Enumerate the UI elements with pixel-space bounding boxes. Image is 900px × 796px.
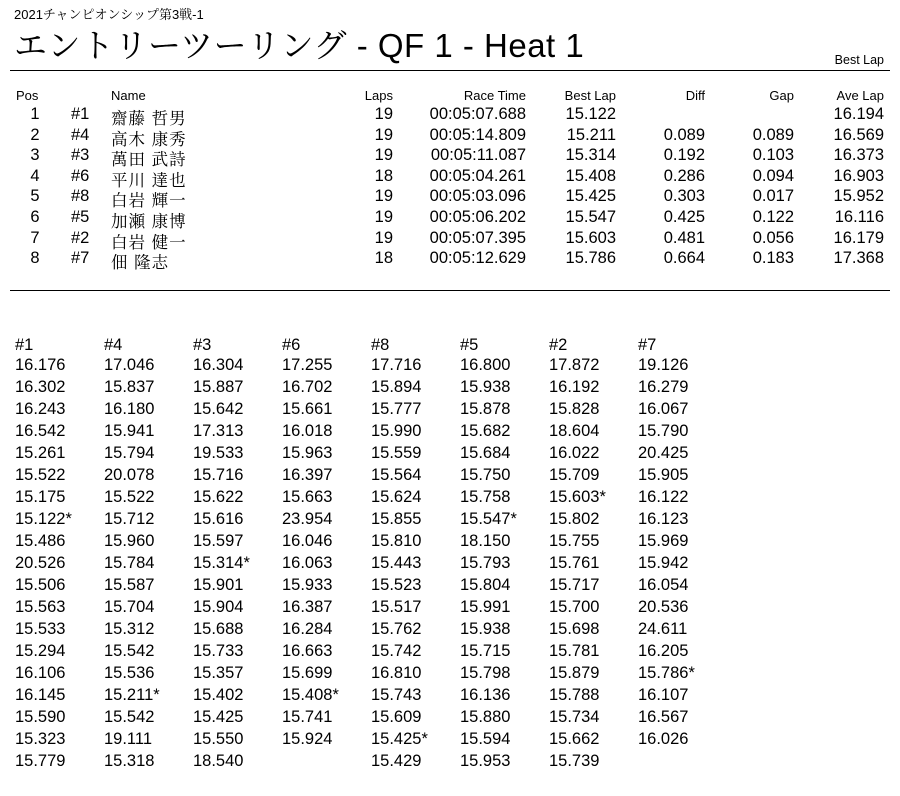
lap-time: 15.837 (104, 378, 155, 396)
result-name: 高木 康秀 (111, 130, 187, 149)
lap-time: 15.786* (638, 664, 695, 682)
lap-time: 16.106 (15, 664, 66, 682)
col-laps-header: Laps (364, 88, 393, 103)
lap-time: 15.688 (193, 620, 244, 638)
page-title: エントリーツーリング - QF 1 - Heat 1 (14, 27, 585, 64)
result-best-lap: 15.122 (565, 105, 616, 123)
result-ave-lap: 16.373 (833, 146, 884, 165)
lap-time: 15.781 (549, 642, 600, 660)
lap-time: 15.953 (460, 752, 511, 770)
lap-time: 15.684 (460, 444, 511, 462)
lap-time: 15.486 (15, 532, 66, 550)
lap-time: 19.126 (638, 356, 689, 374)
lap-column (638, 336, 724, 752)
lap-time: 15.717 (549, 576, 600, 594)
result-pos: 3 (30, 146, 40, 165)
lap-time: 15.894 (371, 378, 422, 396)
result-name: 平川 達也 (111, 171, 187, 190)
lap-time: 16.205 (638, 642, 689, 660)
lap-time: 15.762 (371, 620, 422, 638)
lap-time: 15.716 (193, 466, 244, 484)
result-name: 齋藤 哲男 (111, 110, 187, 128)
series-label: 2021チャンピオンシップ第3戦-1 (14, 7, 204, 22)
lap-time: 15.122* (15, 510, 72, 528)
lap-time: 15.698 (549, 620, 600, 638)
lap-time: 16.243 (15, 400, 66, 418)
result-number: #5 (71, 207, 90, 226)
col-gap-header: Gap (769, 88, 794, 103)
lap-time: 15.597 (193, 532, 244, 550)
col-diff-header: Diff (685, 88, 705, 103)
lap-time: 15.734 (549, 708, 600, 726)
lap-time: 20.526 (15, 554, 66, 572)
lap-time: 15.318 (104, 752, 155, 770)
result-number: #6 (71, 166, 90, 185)
lap-time: 15.733 (193, 642, 244, 660)
result-number: #3 (71, 146, 90, 165)
result-race-time: 00:05:14.809 (429, 125, 526, 144)
lap-column-header: #4 (104, 336, 123, 354)
result-number: #2 (71, 228, 90, 247)
result-diff: 0.303 (663, 187, 705, 206)
lap-time: 15.704 (104, 598, 155, 616)
result-row (0, 187, 900, 211)
result-diff: 0.089 (663, 125, 705, 144)
result-pos: 2 (30, 125, 40, 144)
result-best-lap: 15.425 (565, 187, 616, 206)
lap-time: 15.699 (282, 664, 333, 682)
lap-time: 15.533 (15, 620, 66, 638)
result-name: 白岩 輝一 (111, 192, 187, 211)
result-race-time: 00:05:04.261 (429, 166, 526, 185)
result-laps: 19 (374, 105, 393, 123)
result-diff: 0.192 (663, 146, 705, 165)
lap-time: 15.741 (282, 708, 333, 726)
lap-time: 15.594 (460, 730, 511, 748)
lap-column-header: #2 (549, 336, 568, 354)
lap-time: 15.429 (371, 752, 422, 770)
lap-column (104, 336, 190, 774)
result-best-lap: 15.211 (566, 125, 616, 144)
result-race-time: 00:05:11.087 (430, 146, 526, 165)
result-laps: 19 (374, 207, 393, 226)
lap-time: 15.542 (104, 642, 155, 660)
lap-time: 15.642 (193, 400, 244, 418)
best-lap-header: Best Lap (834, 53, 884, 67)
lap-column-header: #1 (15, 336, 34, 354)
lap-time: 16.176 (15, 356, 66, 374)
lap-column (193, 336, 279, 774)
lap-time: 15.408* (282, 686, 339, 704)
lap-time: 16.026 (638, 730, 689, 748)
lap-time: 19.111 (104, 730, 153, 748)
lap-time: 16.284 (282, 620, 333, 638)
results-header-row (0, 88, 900, 105)
lap-time: 15.924 (282, 730, 333, 748)
lap-time: 17.313 (193, 422, 244, 440)
result-race-time: 00:05:12.629 (429, 249, 526, 268)
lap-time: 15.788 (549, 686, 600, 704)
result-number: #7 (71, 249, 90, 268)
lap-column (549, 336, 635, 774)
lap-time: 15.522 (104, 488, 155, 506)
lap-column-header: #6 (282, 336, 301, 354)
result-laps: 19 (374, 125, 393, 144)
lap-time: 15.547* (460, 510, 517, 528)
result-ave-lap: 16.194 (833, 105, 884, 123)
result-ave-lap: 15.952 (833, 187, 884, 206)
lap-time: 15.402 (193, 686, 244, 704)
result-pos: 6 (30, 207, 40, 226)
lap-time: 15.314* (193, 554, 250, 572)
col-pos-header: Pos (16, 88, 39, 103)
lap-time: 17.872 (549, 356, 600, 374)
lap-time: 15.616 (193, 510, 244, 528)
result-row (0, 249, 900, 273)
result-gap: 0.183 (752, 249, 794, 268)
lap-time: 15.587 (104, 576, 155, 594)
lap-time: 15.990 (371, 422, 422, 440)
result-gap: 0.017 (752, 187, 794, 206)
lap-time: 15.802 (549, 510, 600, 528)
result-best-lap: 15.547 (565, 207, 616, 226)
lap-time: 15.942 (638, 554, 689, 572)
lap-time: 15.175 (15, 488, 66, 506)
lap-time: 15.559 (371, 444, 422, 462)
lap-time: 15.294 (15, 642, 66, 660)
result-ave-lap: 16.179 (833, 228, 884, 247)
lap-time: 15.542 (104, 708, 155, 726)
lap-time: 15.941 (104, 422, 155, 440)
lap-time: 15.357 (193, 664, 244, 682)
lap-time: 16.022 (549, 444, 600, 462)
lap-time: 15.938 (460, 378, 511, 396)
result-gap: 0.122 (752, 207, 794, 226)
lap-column-header: #7 (638, 336, 657, 354)
lap-time: 15.743 (371, 686, 422, 704)
result-best-lap: 15.408 (565, 166, 616, 185)
lap-time: 16.145 (15, 686, 66, 704)
lap-time: 15.739 (549, 752, 600, 770)
lap-time: 16.663 (282, 642, 333, 660)
lap-time: 15.960 (104, 532, 155, 550)
lap-time: 15.590 (15, 708, 66, 726)
lap-time: 15.517 (371, 598, 422, 616)
result-name: 萬田 武詩 (111, 151, 187, 170)
result-row (0, 208, 900, 229)
lap-time: 17.716 (371, 356, 422, 374)
result-laps: 18 (374, 166, 393, 185)
result-pos: 5 (30, 187, 40, 206)
result-race-time: 00:05:03.096 (429, 187, 526, 206)
result-diff: 0.286 (663, 166, 705, 185)
result-row (0, 146, 900, 170)
lap-time: 15.550 (193, 730, 244, 748)
lap-time: 16.180 (104, 400, 155, 418)
lap-time: 15.522 (15, 466, 66, 484)
lap-time: 15.777 (371, 400, 422, 418)
lap-time: 15.798 (460, 664, 511, 682)
lap-time: 15.443 (371, 554, 422, 572)
lap-time: 15.523 (371, 576, 422, 594)
lap-time: 15.879 (549, 664, 600, 682)
top-divider (10, 70, 890, 71)
lap-time: 15.261 (15, 444, 66, 462)
lap-time: 17.255 (282, 356, 333, 374)
result-row (0, 229, 900, 250)
result-pos: 4 (30, 166, 40, 185)
lap-time: 15.506 (15, 576, 66, 594)
lap-time: 16.054 (638, 576, 689, 594)
result-number: #8 (71, 187, 90, 206)
lap-time: 20.078 (104, 466, 155, 484)
result-name: 佃 隆志 (111, 254, 170, 273)
lap-column (460, 336, 546, 774)
lap-time: 15.755 (549, 532, 600, 550)
result-pos: 7 (30, 228, 40, 247)
lap-time: 15.793 (460, 554, 511, 572)
lap-time: 16.397 (282, 466, 333, 484)
lap-time: 16.542 (15, 422, 66, 440)
lap-time: 15.779 (15, 752, 66, 770)
lap-time: 16.302 (15, 378, 66, 396)
lap-time: 18.150 (460, 532, 511, 550)
lap-time: 16.046 (282, 532, 333, 550)
lap-time: 16.279 (638, 378, 689, 396)
lap-time: 24.611 (638, 620, 688, 638)
lap-time: 16.018 (282, 422, 333, 440)
result-best-lap: 15.603 (565, 228, 616, 247)
lap-time: 15.880 (460, 708, 511, 726)
result-diff: 0.425 (663, 207, 705, 226)
lap-time: 16.063 (282, 554, 333, 572)
result-number: #1 (71, 105, 90, 123)
lap-time: 15.963 (282, 444, 333, 462)
lap-time: 20.536 (638, 598, 689, 616)
lap-time: 15.425* (371, 730, 428, 748)
lap-time: 15.794 (104, 444, 155, 462)
result-ave-lap: 16.569 (833, 125, 884, 144)
lap-time: 15.750 (460, 466, 511, 484)
lap-column-header: #3 (193, 336, 212, 354)
lap-time: 15.938 (460, 620, 511, 638)
lap-time: 15.784 (104, 554, 155, 572)
lap-time: 15.715 (460, 642, 511, 660)
lap-time: 16.107 (638, 686, 689, 704)
lap-time: 18.540 (193, 752, 244, 770)
lap-time: 15.969 (638, 532, 689, 550)
lap-time: 15.933 (282, 576, 333, 594)
result-ave-lap: 17.368 (833, 249, 884, 268)
result-race-time: 00:05:07.688 (429, 105, 526, 123)
lap-time: 15.323 (15, 730, 66, 748)
lap-time: 15.622 (193, 488, 244, 506)
lap-time: 15.425 (193, 708, 244, 726)
lap-time: 16.387 (282, 598, 333, 616)
results-table (0, 88, 900, 273)
lap-time: 15.761 (549, 554, 600, 572)
lap-time: 17.046 (104, 356, 155, 374)
lap-time: 15.758 (460, 488, 511, 506)
col-racetime-header: Race Time (463, 88, 526, 103)
results-body (0, 105, 900, 273)
lap-time: 15.804 (460, 576, 511, 594)
lap-time: 15.790 (638, 422, 689, 440)
mid-divider (10, 290, 890, 291)
result-name: 加瀬 康博 (111, 212, 187, 231)
lap-time: 20.425 (638, 444, 689, 462)
lap-time: 16.067 (638, 400, 689, 418)
lap-time: 15.810 (371, 532, 422, 550)
lap-column-header: #5 (460, 336, 479, 354)
result-laps: 19 (374, 187, 393, 206)
lap-time: 15.536 (104, 664, 155, 682)
lap-time: 15.901 (193, 576, 244, 594)
result-gap: 0.094 (752, 166, 794, 185)
lap-time: 23.954 (282, 510, 333, 528)
lap-time: 15.700 (549, 598, 600, 616)
lap-time: 15.312 (104, 620, 155, 638)
lap-time: 15.855 (371, 510, 422, 528)
result-gap: 0.089 (752, 125, 794, 144)
lap-time: 16.123 (638, 510, 689, 528)
lap-time: 15.663 (282, 488, 333, 506)
lap-column-header: #8 (371, 336, 390, 354)
result-race-time: 00:05:07.395 (429, 228, 526, 247)
lap-time: 16.136 (460, 686, 511, 704)
result-best-lap: 15.314 (565, 146, 616, 165)
lap-time: 15.828 (549, 400, 600, 418)
result-diff: 0.481 (663, 228, 705, 247)
result-gap: 0.103 (752, 146, 794, 165)
col-avelap-header: Ave Lap (836, 88, 884, 103)
lap-time: 15.563 (15, 598, 66, 616)
lap-time: 15.624 (371, 488, 422, 506)
lap-time: 16.192 (549, 378, 600, 396)
lap-time: 15.603* (549, 488, 606, 506)
result-pos: 8 (30, 249, 40, 268)
result-gap: 0.056 (752, 228, 794, 247)
lap-time: 15.742 (371, 642, 422, 660)
lap-time: 15.904 (193, 598, 244, 616)
lap-column (15, 336, 101, 774)
lap-column (371, 336, 457, 774)
result-pos: 1 (30, 105, 40, 123)
lap-time: 15.887 (193, 378, 244, 396)
result-laps: 18 (374, 249, 393, 268)
result-laps: 19 (374, 228, 393, 247)
lap-time: 15.712 (104, 510, 155, 528)
lap-time: 18.604 (549, 422, 600, 440)
result-name: 白岩 健一 (111, 233, 187, 252)
lap-column (282, 336, 368, 752)
lap-time: 15.905 (638, 466, 689, 484)
lap-time: 15.662 (549, 730, 600, 748)
lap-time: 16.702 (282, 378, 333, 396)
lap-time: 16.800 (460, 356, 511, 374)
result-row (0, 105, 900, 126)
lap-time: 15.609 (371, 708, 422, 726)
result-ave-lap: 16.903 (833, 166, 884, 185)
result-best-lap: 15.786 (565, 249, 616, 268)
lap-time: 16.304 (193, 356, 244, 374)
result-number: #4 (71, 125, 90, 144)
lap-time: 16.122 (638, 488, 689, 506)
lap-time: 15.682 (460, 422, 511, 440)
lap-time: 15.991 (460, 598, 511, 616)
result-ave-lap: 16.116 (834, 207, 884, 226)
lap-time: 19.533 (193, 444, 244, 462)
result-row (0, 126, 900, 147)
col-bestlap-header: Best Lap (564, 88, 616, 103)
result-laps: 19 (374, 146, 393, 165)
lap-time: 15.709 (549, 466, 600, 484)
col-name-header: Name (111, 88, 146, 103)
lap-time: 16.567 (638, 708, 689, 726)
result-row (0, 167, 900, 188)
result-race-time: 00:05:06.202 (429, 207, 526, 226)
lap-time: 15.878 (460, 400, 511, 418)
lap-time: 15.564 (371, 466, 422, 484)
lap-time: 15.661 (282, 400, 333, 418)
lap-time: 15.211* (104, 686, 160, 704)
result-diff: 0.664 (663, 249, 705, 268)
lap-time: 16.810 (371, 664, 422, 682)
